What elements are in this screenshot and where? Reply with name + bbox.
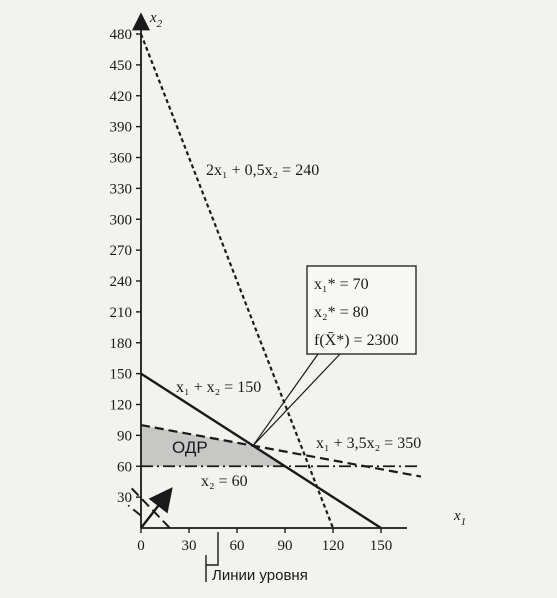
x-tick-label: 120 bbox=[321, 538, 345, 554]
y-tick-label: 480 bbox=[109, 27, 132, 43]
constraint-label-c4: x₂ = 60 bbox=[201, 473, 248, 490]
x-tick-label: 90 bbox=[277, 538, 293, 554]
y-tick-label: 330 bbox=[109, 181, 132, 198]
level-lines-label: Линии уровня bbox=[212, 567, 308, 584]
constraint-label-c3: x₁ + 3,5x₂ = 350 bbox=[316, 435, 422, 452]
level-line-1 bbox=[128, 505, 141, 515]
y-axis-label: $x_2$ bbox=[150, 10, 163, 30]
background-bleed bbox=[150, 10, 550, 290]
y-tick-label: 270 bbox=[109, 243, 132, 260]
x-tick-group bbox=[137, 528, 392, 554]
level-line-2 bbox=[128, 485, 170, 528]
y-tick-label: 60 bbox=[117, 459, 132, 476]
x-axis-label: $x_1$ bbox=[454, 508, 467, 528]
constraint-label-c1: 2x₁ + 0,5x₂ = 240 bbox=[206, 162, 320, 179]
y-tick-group bbox=[110, 27, 142, 506]
y-tick-label: 450 bbox=[109, 57, 132, 74]
y-tick-label: 360 bbox=[109, 150, 132, 167]
y-tick-label: 180 bbox=[109, 335, 132, 352]
constraint-label-c2: x₁ + x₂ = 150 bbox=[176, 379, 262, 396]
optimum-f: f(X̄*) = 2300 bbox=[314, 332, 399, 349]
optimum-callout-line-1 bbox=[253, 354, 318, 446]
y-tick-label: 30 bbox=[117, 490, 132, 507]
y-tick-label: 240 bbox=[109, 274, 132, 290]
x-tick-label: 0 bbox=[137, 538, 145, 554]
y-tick-label: 210 bbox=[109, 304, 132, 321]
optimum-x1: x₁* = 70 bbox=[314, 276, 369, 293]
x-tick-label: 60 bbox=[229, 538, 245, 554]
x-tick-label: 150 bbox=[369, 538, 393, 554]
y-tick-label: 150 bbox=[109, 366, 132, 383]
x-tick-label: 30 bbox=[181, 538, 197, 554]
y-tick-label: 120 bbox=[109, 397, 132, 414]
feasible-region-label: ОДР bbox=[172, 438, 208, 457]
y-tick-label: 390 bbox=[109, 119, 132, 136]
y-tick-label: 90 bbox=[117, 428, 132, 445]
y-tick-label: 300 bbox=[109, 212, 132, 229]
optimum-x2: x₂* = 80 bbox=[314, 304, 369, 321]
y-tick-label: 420 bbox=[109, 88, 132, 105]
